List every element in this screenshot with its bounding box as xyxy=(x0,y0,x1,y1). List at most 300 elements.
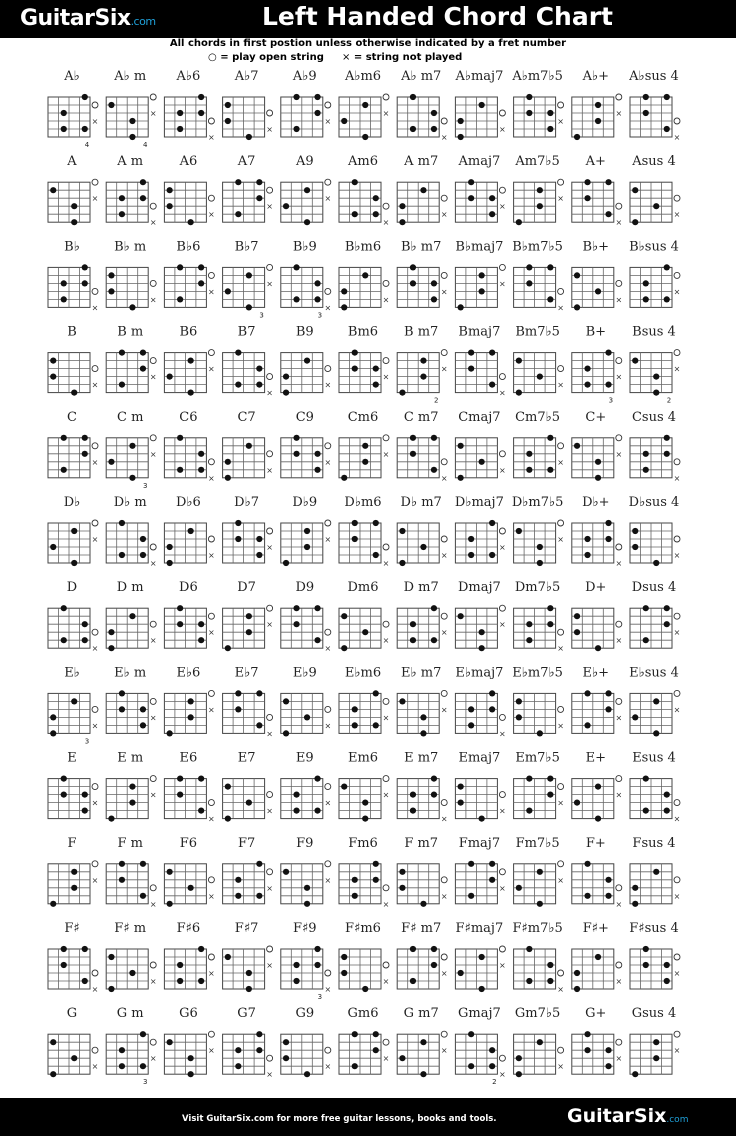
muted-string-icon: × xyxy=(440,133,448,142)
chord-name: C7 xyxy=(237,409,256,425)
open-string-icon xyxy=(499,110,505,116)
open-string-icon xyxy=(267,451,273,457)
open-string-icon xyxy=(616,544,622,550)
finger-dot xyxy=(256,382,262,388)
finger-dot xyxy=(410,978,416,984)
chord-diagram xyxy=(455,836,505,904)
finger-dot xyxy=(373,382,379,388)
finger-dot xyxy=(314,451,320,457)
chord-name: F♯6 xyxy=(176,921,201,936)
chord-diagram xyxy=(339,410,389,481)
fret-number: 4 xyxy=(142,141,148,149)
chord-name: E♭ m xyxy=(114,665,147,681)
chord-diagram xyxy=(164,239,214,307)
finger-dot xyxy=(177,296,183,302)
finger-dot xyxy=(420,358,426,364)
finger-dot xyxy=(50,544,56,550)
chord-diagram xyxy=(397,410,447,483)
muted-string-icon: × xyxy=(149,559,157,568)
chord-name: F♯sus 4 xyxy=(629,921,679,936)
finger-dot xyxy=(71,560,77,566)
muted-string-icon: × xyxy=(615,790,623,800)
muted-string-icon: × xyxy=(382,449,390,459)
finger-dot xyxy=(574,613,580,619)
finger-dot xyxy=(458,443,464,449)
muted-string-icon: × xyxy=(324,117,332,126)
muted-string-icon: × xyxy=(615,109,623,118)
open-string-icon xyxy=(499,1055,505,1061)
muted-string-icon: × xyxy=(266,202,273,212)
chord-name: G7 xyxy=(237,1006,256,1022)
finger-dot xyxy=(71,390,77,396)
finger-dot xyxy=(108,459,114,465)
open-string-icon xyxy=(674,536,680,542)
chord-name: F+ xyxy=(585,835,606,851)
finger-dot xyxy=(314,110,320,116)
muted-string-icon: × xyxy=(149,218,157,228)
muted-string-icon: × xyxy=(91,985,99,994)
chord-diagram xyxy=(339,1006,389,1074)
open-string-icon xyxy=(616,962,622,968)
muted-string-icon: × xyxy=(91,644,99,654)
open-string-icon xyxy=(616,280,622,286)
finger-dot xyxy=(177,110,183,116)
finger-dot xyxy=(129,784,135,790)
open-string-icon xyxy=(325,520,331,526)
chord-diagram xyxy=(455,751,505,822)
muted-string-icon: × xyxy=(615,295,623,305)
finger-dot xyxy=(489,861,495,867)
muted-string-icon: × xyxy=(149,636,157,646)
open-string-icon xyxy=(441,1031,447,1037)
footer-text[interactable]: Visit GuitarSix.com for more free guitar lessons, books and tools. xyxy=(182,1114,497,1124)
chord-diagram xyxy=(455,1006,505,1086)
finger-dot xyxy=(632,714,638,720)
open-string-icon xyxy=(441,350,447,356)
open-string-icon xyxy=(441,613,447,619)
chord-name: Em7♭5 xyxy=(515,750,560,766)
header-bar xyxy=(0,0,736,38)
finger-dot xyxy=(362,629,368,635)
finger-dot xyxy=(50,1039,56,1045)
chord-diagram xyxy=(164,325,214,396)
chord-diagram xyxy=(281,1006,331,1077)
open-string-icon xyxy=(674,350,680,356)
finger-dot xyxy=(304,219,310,225)
finger-dot xyxy=(71,885,77,891)
chord-diagram xyxy=(397,580,447,648)
finger-dot xyxy=(664,435,670,441)
finger-dot xyxy=(516,885,522,891)
chord-diagram xyxy=(630,836,680,907)
finger-dot xyxy=(235,706,241,712)
muted-string-icon: × xyxy=(324,1062,332,1072)
open-string-icon xyxy=(441,195,447,201)
finger-dot xyxy=(177,435,183,441)
open-string-icon xyxy=(325,970,331,976)
finger-dot xyxy=(50,187,56,193)
chord-diagram xyxy=(223,580,273,651)
open-string-icon xyxy=(325,861,331,867)
finger-dot xyxy=(225,102,231,108)
muted-string-icon: × xyxy=(266,1070,273,1080)
chord-name: D♭sus 4 xyxy=(628,495,680,510)
finger-dot xyxy=(119,877,125,883)
finger-dot xyxy=(584,690,590,696)
finger-dot xyxy=(605,211,611,217)
chord-diagram xyxy=(339,69,389,140)
chord-name: F♯m7♭5 xyxy=(512,921,563,936)
finger-dot xyxy=(431,280,437,286)
finger-dot xyxy=(547,605,553,611)
chord-name: D♭+ xyxy=(582,495,610,510)
chord-name: Gm6 xyxy=(347,1006,379,1022)
finger-dot xyxy=(547,467,553,473)
chord-diagram xyxy=(397,239,447,307)
finger-dot xyxy=(479,645,485,651)
finger-dot xyxy=(479,102,485,108)
muted-string-icon: × xyxy=(266,729,273,739)
chord-diagram xyxy=(223,69,273,140)
muted-string-icon: × xyxy=(382,295,390,305)
chord-diagram xyxy=(455,239,505,310)
chord-diagram xyxy=(572,921,622,992)
open-string-icon xyxy=(325,706,331,712)
muted-string-icon: × xyxy=(615,899,623,909)
finger-dot xyxy=(50,374,56,380)
finger-dot xyxy=(293,962,299,968)
finger-dot xyxy=(632,901,638,907)
finger-dot xyxy=(664,605,670,611)
muted-string-icon: × xyxy=(615,218,623,228)
finger-dot xyxy=(167,869,173,875)
finger-dot xyxy=(516,1071,522,1077)
open-string-icon xyxy=(558,629,564,635)
open-string-icon xyxy=(616,358,622,364)
chord-diagram xyxy=(48,580,98,653)
chord-diagram xyxy=(339,921,389,992)
finger-dot xyxy=(256,690,262,696)
finger-dot xyxy=(420,374,426,380)
finger-dot xyxy=(537,869,543,875)
chord-name: D m7 xyxy=(403,580,439,596)
finger-dot xyxy=(293,808,299,814)
finger-dot xyxy=(293,792,299,798)
finger-dot xyxy=(489,1047,495,1053)
chord-name: F♯maj7 xyxy=(455,921,504,936)
chord-diagram xyxy=(48,751,98,819)
chord-name: Fmaj7 xyxy=(458,835,501,851)
finger-dot xyxy=(632,528,638,534)
finger-dot xyxy=(61,110,67,116)
chord-diagram xyxy=(339,836,389,909)
finger-dot xyxy=(188,1055,194,1061)
finger-dot xyxy=(373,520,379,526)
finger-dot xyxy=(82,435,88,441)
chord-diagram xyxy=(106,69,156,149)
chord-name: A♭7 xyxy=(234,69,259,84)
finger-dot xyxy=(489,552,495,558)
finger-dot xyxy=(246,304,252,310)
open-string-icon xyxy=(499,946,505,952)
chord-name: F m7 xyxy=(404,835,439,851)
finger-dot xyxy=(653,1039,659,1045)
finger-dot xyxy=(225,475,231,481)
open-string-icon xyxy=(383,94,389,100)
finger-dot xyxy=(605,1063,611,1069)
finger-dot xyxy=(653,730,659,736)
open-string-icon xyxy=(558,784,564,790)
finger-dot xyxy=(256,179,262,185)
finger-dot xyxy=(362,800,368,806)
finger-dot xyxy=(352,706,358,712)
open-string-icon xyxy=(267,187,273,193)
muted-string-icon: × xyxy=(382,109,390,118)
muted-string-icon: × xyxy=(324,535,332,544)
finger-dot xyxy=(225,645,231,651)
finger-dot xyxy=(119,195,125,201)
fret-number: 3 xyxy=(317,993,323,1001)
finger-dot xyxy=(653,203,659,209)
chord-name: Em6 xyxy=(347,750,379,766)
finger-dot xyxy=(632,358,638,364)
chord-name: E♭m6 xyxy=(344,665,382,681)
chord-name: Dmaj7 xyxy=(457,580,501,596)
finger-dot xyxy=(71,528,77,534)
chord-name: E xyxy=(67,750,77,766)
chord-diagram xyxy=(48,154,98,225)
open-string-icon xyxy=(383,358,389,364)
chord-diagram xyxy=(572,1006,622,1074)
finger-dot xyxy=(664,451,670,457)
chord-name: F♯ m7 xyxy=(401,921,442,936)
open-string-icon xyxy=(383,1039,389,1045)
open-string-icon xyxy=(558,102,564,108)
open-string-icon xyxy=(325,1047,331,1053)
open-string-icon xyxy=(325,629,331,635)
chord-name: D♭7 xyxy=(234,495,260,510)
open-string-icon xyxy=(267,605,273,611)
finger-dot xyxy=(632,544,638,550)
open-string-icon xyxy=(325,784,331,790)
finger-dot xyxy=(341,784,347,790)
muted-string-icon: × xyxy=(324,985,332,994)
chord-diagram xyxy=(281,410,331,478)
chord-diagram xyxy=(630,325,680,405)
finger-dot xyxy=(420,1071,426,1077)
finger-dot xyxy=(584,1031,590,1037)
finger-dot xyxy=(458,118,464,124)
chord-diagram xyxy=(106,325,156,393)
muted-string-icon: × xyxy=(91,457,99,467)
chord-diagram xyxy=(512,239,564,312)
finger-dot xyxy=(108,288,114,294)
muted-string-icon: × xyxy=(557,644,564,654)
chord-name: Am6 xyxy=(348,154,378,170)
chord-name: D6 xyxy=(179,580,198,596)
finger-dot xyxy=(198,280,204,286)
finger-dot xyxy=(108,645,114,651)
chord-diagram xyxy=(397,836,447,907)
finger-dot xyxy=(235,211,241,217)
finger-dot xyxy=(664,792,670,798)
muted-string-icon: × xyxy=(440,210,448,220)
open-string-icon xyxy=(441,459,447,465)
open-string-icon xyxy=(325,102,331,108)
muted-string-icon: × xyxy=(382,218,390,228)
finger-dot xyxy=(119,211,125,217)
chord-name: C9 xyxy=(295,409,314,425)
chord-diagram xyxy=(223,410,273,481)
chord-name: E♭ m7 xyxy=(401,665,442,681)
muted-string-icon: × xyxy=(499,883,506,893)
finger-dot xyxy=(373,195,379,201)
chord-name: F♯7 xyxy=(234,921,259,936)
finger-dot xyxy=(304,187,310,193)
chord-name: F♯+ xyxy=(582,921,609,936)
open-string-icon xyxy=(267,528,273,534)
finger-dot xyxy=(50,1071,56,1077)
finger-dot xyxy=(198,946,204,952)
finger-dot xyxy=(373,690,379,696)
open-string-icon xyxy=(558,179,564,185)
chord-diagram xyxy=(223,836,273,904)
open-string-icon xyxy=(267,1055,273,1061)
chord-name: B♭ m7 xyxy=(400,239,442,255)
finger-dot xyxy=(256,536,262,542)
chord-name: G9 xyxy=(295,1006,315,1022)
chord-diagram xyxy=(572,751,622,822)
finger-dot xyxy=(140,722,146,728)
chord-diagram xyxy=(223,325,273,398)
chord-diagram xyxy=(397,1006,447,1077)
page-title: Left Handed Chord Chart xyxy=(262,2,614,31)
muted-string-icon: × xyxy=(324,457,332,467)
finger-dot xyxy=(293,978,299,984)
open-string-icon xyxy=(616,885,622,891)
chord-name: D♭ xyxy=(63,495,81,510)
finger-dot xyxy=(293,94,299,100)
finger-dot xyxy=(198,621,204,627)
finger-dot xyxy=(61,605,67,611)
chord-diagram xyxy=(106,836,156,909)
fret-number: 2 xyxy=(492,1078,497,1087)
finger-dot xyxy=(352,211,358,217)
chord-diagram xyxy=(455,495,506,563)
finger-dot xyxy=(129,475,135,481)
chord-diagram xyxy=(397,325,447,405)
open-string-icon xyxy=(150,885,156,891)
chord-name: G m xyxy=(116,1006,144,1022)
chord-diagram xyxy=(572,69,622,140)
muted-string-icon: × xyxy=(440,891,448,901)
chord-name: B m xyxy=(117,324,144,340)
open-string-icon xyxy=(616,94,622,100)
chord-diagram xyxy=(572,495,622,568)
chord-diagram xyxy=(281,921,331,1001)
chord-name: F xyxy=(67,835,77,851)
footer-bar xyxy=(0,1098,736,1136)
muted-string-icon: × xyxy=(499,465,506,475)
chord-name: D♭maj7 xyxy=(454,495,504,510)
finger-dot xyxy=(256,861,262,867)
chord-diagram xyxy=(48,665,98,745)
open-string-icon xyxy=(499,374,505,380)
finger-dot xyxy=(50,714,56,720)
chord-diagram xyxy=(106,410,156,490)
chord-diagram xyxy=(106,665,156,733)
chord-diagram xyxy=(512,921,564,994)
finger-dot xyxy=(479,629,485,635)
open-string-icon xyxy=(150,621,156,627)
finger-dot xyxy=(362,986,368,992)
fret-number: 2 xyxy=(433,396,439,405)
finger-dot xyxy=(526,776,532,782)
finger-dot xyxy=(108,629,114,635)
finger-dot xyxy=(129,304,135,310)
open-string-icon xyxy=(499,187,505,193)
finger-dot xyxy=(235,1047,241,1053)
finger-dot xyxy=(373,211,379,217)
chord-diagram xyxy=(281,325,331,396)
open-string-icon xyxy=(383,435,389,441)
finger-dot xyxy=(643,94,649,100)
chord-diagram xyxy=(572,665,622,733)
muted-string-icon: × xyxy=(382,559,390,568)
chord-diagram xyxy=(339,154,389,227)
open-string-icon xyxy=(383,962,389,968)
muted-string-icon: × xyxy=(615,449,623,459)
muted-string-icon: × xyxy=(266,279,273,289)
muted-string-icon: × xyxy=(324,875,332,885)
open-string-icon xyxy=(267,110,273,116)
muted-string-icon: × xyxy=(673,133,681,142)
finger-dot xyxy=(304,714,310,720)
open-string-icon xyxy=(150,962,156,968)
finger-dot xyxy=(537,203,543,209)
finger-dot xyxy=(595,645,601,651)
finger-dot xyxy=(82,792,88,798)
chord-name: A m xyxy=(117,154,144,170)
finger-dot xyxy=(653,560,659,566)
finger-dot xyxy=(410,946,416,952)
muted-string-icon: × xyxy=(673,814,681,824)
chord-diagram xyxy=(629,921,680,989)
open-string-icon xyxy=(208,800,214,806)
chord-diagram xyxy=(397,665,447,736)
muted-string-icon: × xyxy=(673,705,681,715)
finger-dot xyxy=(283,560,289,566)
muted-string-icon: × xyxy=(208,628,215,638)
finger-dot xyxy=(246,443,252,449)
chord-name: Gm7♭5 xyxy=(514,1006,561,1022)
finger-dot xyxy=(516,714,522,720)
guitarsix-logo[interactable] xyxy=(20,6,156,31)
chord-diagram xyxy=(339,665,389,733)
chord-name: F6 xyxy=(179,835,198,851)
finger-dot xyxy=(431,296,437,302)
chord-name: E♭sus 4 xyxy=(629,665,679,681)
finger-dot xyxy=(341,304,347,310)
finger-dot xyxy=(431,126,437,132)
chord-name: F m xyxy=(117,835,143,851)
finger-dot xyxy=(399,869,405,875)
guitarsix-logo-footer[interactable]: GuitarSix.com xyxy=(567,1105,689,1127)
chord-diagram xyxy=(106,580,156,651)
finger-dot xyxy=(431,110,437,116)
finger-dot xyxy=(489,877,495,883)
muted-string-icon: × xyxy=(440,364,448,374)
